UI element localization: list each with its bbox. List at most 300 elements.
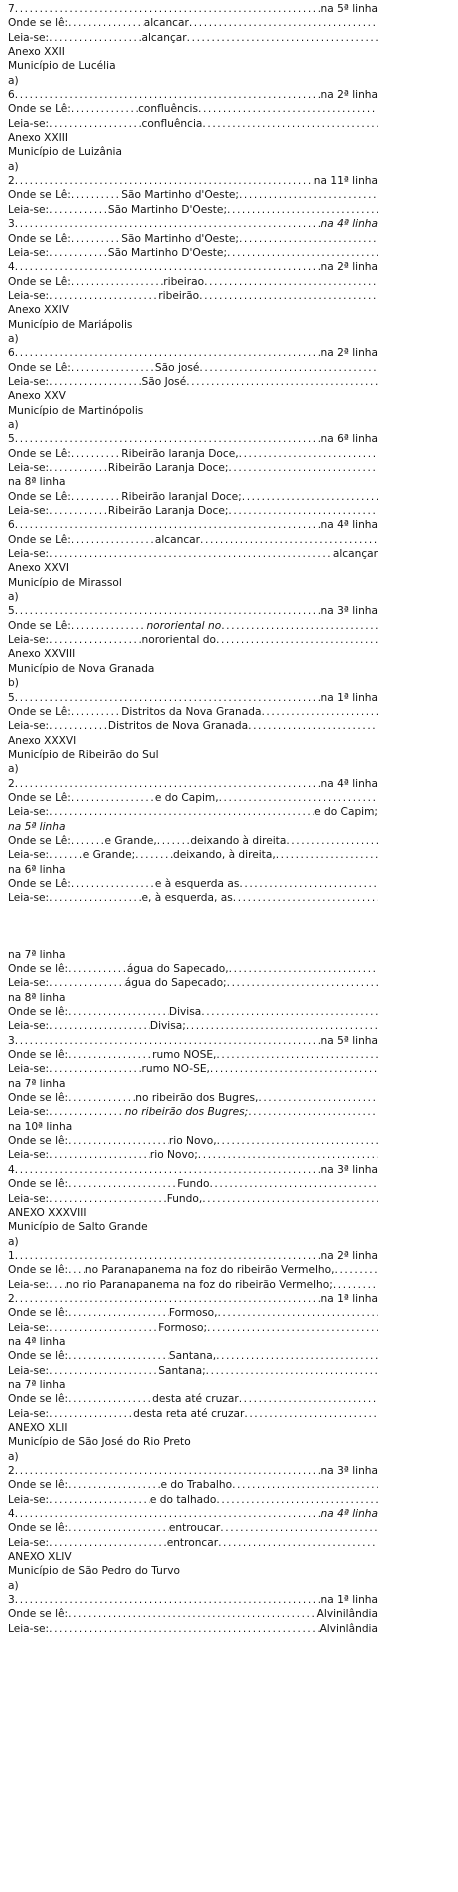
dot-leader bbox=[232, 1478, 378, 1492]
errata-line bbox=[8, 232, 378, 246]
line-location: na 4ª linha bbox=[320, 777, 378, 790]
errata-line bbox=[8, 1062, 378, 1076]
dot-leader bbox=[49, 1364, 158, 1378]
dot-leader bbox=[68, 1005, 169, 1019]
dot-leader bbox=[49, 547, 333, 561]
correction-label: Onde se lê: bbox=[8, 1092, 69, 1105]
dot-leader bbox=[15, 1593, 321, 1607]
errata-line bbox=[8, 891, 378, 905]
correction-value: e à esquerda as bbox=[154, 877, 240, 890]
section-line: Anexo XXV bbox=[8, 390, 66, 403]
dot-leader bbox=[68, 1521, 169, 1535]
correction-value: alcancar bbox=[143, 17, 189, 30]
correction-label: Onde se Lê: bbox=[8, 189, 71, 202]
errata-line bbox=[8, 31, 378, 45]
dot-leader bbox=[239, 877, 378, 891]
subsection-letter: b) bbox=[8, 677, 19, 690]
correction-label: Onde se Lê: bbox=[8, 705, 71, 718]
dot-leader bbox=[68, 16, 144, 30]
correction-value: São Martinho d'Oeste; bbox=[121, 189, 239, 202]
item-number: 2 bbox=[8, 175, 15, 188]
dot-leader bbox=[204, 275, 378, 289]
correction-label: Leia-se: bbox=[8, 246, 50, 259]
correction-value: Distritos da Nova Granada bbox=[121, 705, 262, 718]
correction-label: Onde se lê: bbox=[8, 1006, 69, 1019]
correction-label: Onde se lê: bbox=[8, 1479, 69, 1492]
section-line: na 8ª linha bbox=[8, 476, 66, 489]
errata-line bbox=[8, 834, 378, 848]
dot-leader bbox=[49, 246, 108, 260]
errata-line bbox=[8, 117, 378, 131]
section-line: Município de Salto Grande bbox=[8, 1221, 148, 1234]
item-number: 7 bbox=[8, 3, 15, 15]
correction-value: rumo NOSE, bbox=[152, 1049, 217, 1062]
errata-line bbox=[8, 461, 378, 475]
correction-value: ribeirao bbox=[163, 275, 205, 288]
dot-leader bbox=[258, 1091, 378, 1105]
errata-line bbox=[8, 1493, 378, 1507]
errata-line bbox=[8, 1507, 378, 1521]
errata-line bbox=[8, 174, 378, 188]
dot-leader bbox=[207, 1321, 378, 1335]
item-number: 2 bbox=[8, 1292, 15, 1305]
dot-leader bbox=[49, 203, 108, 217]
correction-label: Leia-se: bbox=[8, 849, 50, 862]
section-line: Município de Martinópolis bbox=[8, 404, 144, 417]
correction-label: Leia-se: bbox=[8, 1278, 50, 1291]
dot-leader bbox=[49, 1493, 150, 1507]
correction-value: no Paranapanema na foz do ribeirão Vermelho, bbox=[84, 1264, 335, 1277]
correction-value: Formoso; bbox=[158, 1321, 208, 1334]
dot-leader bbox=[49, 1622, 319, 1636]
dot-leader bbox=[15, 88, 321, 102]
dot-leader bbox=[49, 805, 314, 819]
item-number: 2 bbox=[8, 1465, 15, 1478]
item-number: 2 bbox=[8, 777, 15, 790]
dot-leader bbox=[49, 31, 141, 45]
section-line: Anexo XXIV bbox=[8, 304, 69, 317]
correction-value: alcançar bbox=[141, 31, 187, 44]
dot-leader bbox=[189, 16, 378, 30]
item-number: 5 bbox=[8, 691, 15, 704]
section-line: na 7ª linha bbox=[8, 1378, 66, 1391]
item-number: 1 bbox=[8, 1249, 15, 1262]
dot-leader bbox=[68, 962, 127, 976]
correction-value: e Grande, bbox=[104, 834, 157, 847]
section-line: Município de Mirassol bbox=[8, 576, 122, 589]
correction-label: Onde se Lê: bbox=[8, 533, 71, 546]
subsection-letter: a) bbox=[8, 591, 19, 604]
dot-leader bbox=[206, 1364, 378, 1378]
dot-leader bbox=[68, 1349, 169, 1363]
dot-leader bbox=[198, 1148, 378, 1162]
errata-line bbox=[8, 2, 378, 16]
errata-line bbox=[8, 1622, 378, 1636]
section-line: na 7ª linha bbox=[8, 948, 66, 961]
errata-line bbox=[8, 791, 378, 805]
section-line: na 6ª linha bbox=[8, 863, 66, 876]
correction-label: Leia-se: bbox=[8, 1364, 50, 1377]
dot-leader bbox=[15, 691, 321, 705]
line-location: na 4ª linha bbox=[320, 1508, 378, 1521]
errata-line bbox=[8, 547, 378, 561]
dot-leader bbox=[49, 1148, 150, 1162]
errata-line bbox=[8, 217, 378, 231]
section-line: Anexo XXIII bbox=[8, 132, 68, 145]
errata-line bbox=[8, 877, 378, 891]
correction-label: Onde se Lê: bbox=[8, 232, 71, 245]
correction-label: Onde se lê: bbox=[8, 1049, 69, 1062]
correction-label: Leia-se: bbox=[8, 289, 50, 302]
line-location: na 1ª linha bbox=[320, 1594, 378, 1607]
line-location: Alvinlândia bbox=[319, 1622, 378, 1635]
errata-line bbox=[8, 777, 378, 791]
section-line: Anexo XXXVI bbox=[8, 734, 77, 747]
correction-value: Ribeirão laranjal Doce; bbox=[121, 490, 242, 503]
errata-line bbox=[8, 1148, 378, 1162]
errata-line bbox=[8, 719, 378, 733]
line-location: na 4ª linha bbox=[320, 218, 378, 231]
dot-leader bbox=[15, 604, 321, 618]
dot-leader bbox=[71, 232, 121, 246]
errata-line bbox=[8, 1177, 378, 1191]
correction-label: Onde se Lê: bbox=[8, 490, 71, 503]
dot-leader bbox=[15, 1292, 321, 1306]
section-line: Município de Mariápolis bbox=[8, 318, 133, 331]
section-line: Anexo XXII bbox=[8, 46, 65, 59]
correction-value: nororiental do bbox=[141, 634, 216, 647]
correction-value: confluência bbox=[141, 117, 203, 130]
errata-line bbox=[8, 1292, 378, 1306]
dot-leader bbox=[216, 633, 378, 647]
correction-value: confluêncis bbox=[138, 103, 198, 116]
correction-label: Leia-se: bbox=[8, 31, 50, 44]
errata-line bbox=[8, 188, 378, 202]
errata-line bbox=[8, 102, 378, 116]
dot-leader bbox=[71, 533, 155, 547]
dot-leader bbox=[157, 834, 191, 848]
errata-line bbox=[8, 805, 378, 819]
errata-document bbox=[8, 0, 378, 1636]
dot-leader bbox=[15, 1507, 321, 1521]
errata-line bbox=[8, 1034, 378, 1048]
dot-leader bbox=[15, 1034, 321, 1048]
correction-label: Onde se lê: bbox=[8, 1135, 69, 1148]
dot-leader bbox=[239, 1392, 378, 1406]
dot-leader bbox=[49, 1062, 141, 1076]
dot-leader bbox=[15, 174, 314, 188]
dot-leader bbox=[216, 1349, 378, 1363]
dot-leader bbox=[216, 1493, 378, 1507]
line-location: na 6ª linha bbox=[320, 433, 378, 446]
subsection-letter: a) bbox=[8, 74, 19, 87]
correction-value: e Grande; bbox=[82, 849, 136, 862]
errata-line bbox=[8, 1607, 378, 1621]
dot-leader bbox=[68, 1177, 177, 1191]
item-number: 3 bbox=[8, 1034, 15, 1047]
correction-value: nororiental no bbox=[146, 619, 222, 632]
errata-line bbox=[8, 246, 378, 260]
dot-leader bbox=[239, 232, 378, 246]
dot-leader bbox=[202, 117, 378, 131]
correction-value: e, à esquerda, as bbox=[141, 892, 233, 905]
correction-label: Onde se Lê: bbox=[8, 834, 71, 847]
dot-leader bbox=[15, 1464, 321, 1478]
dot-leader bbox=[276, 848, 378, 862]
dot-leader bbox=[68, 1306, 169, 1320]
dot-leader bbox=[49, 1407, 133, 1421]
dot-leader bbox=[71, 361, 155, 375]
dot-leader bbox=[186, 375, 378, 389]
correction-label: Onde se Lê: bbox=[8, 103, 71, 116]
errata-line bbox=[8, 1321, 378, 1335]
dot-leader bbox=[68, 1392, 152, 1406]
section-line: Município de Luizânia bbox=[8, 146, 122, 159]
section-line: Município de Ribeirão do Sul bbox=[8, 748, 159, 761]
correction-label: Onde se lê: bbox=[8, 1307, 69, 1320]
item-number: Leia-se: bbox=[8, 1622, 50, 1635]
dot-leader bbox=[198, 102, 378, 116]
correction-label: Onde se lê: bbox=[8, 17, 69, 30]
errata-line bbox=[8, 1464, 378, 1478]
errata-line bbox=[8, 1249, 378, 1263]
correction-value: Divisa bbox=[168, 1006, 202, 1019]
correction-value: São Martinho D'Oeste; bbox=[107, 246, 228, 259]
correction-value: e do Trabalho bbox=[160, 1479, 233, 1492]
errata-line bbox=[8, 260, 378, 274]
dot-leader bbox=[71, 188, 121, 202]
correction-value: ribeirão bbox=[158, 289, 200, 302]
dot-leader bbox=[200, 533, 378, 547]
dot-leader bbox=[68, 1048, 152, 1062]
correction-label: Onde se lê: bbox=[8, 1393, 69, 1406]
dot-leader bbox=[15, 432, 321, 446]
errata-line bbox=[8, 691, 378, 705]
section-line: Município de Lucélia bbox=[8, 60, 116, 73]
correction-label: Onde se Lê: bbox=[8, 877, 71, 890]
correction-value: no ribeirão dos Bugres, bbox=[135, 1092, 259, 1105]
dot-leader bbox=[71, 877, 155, 891]
section-line: Município de São José do Rio Preto bbox=[8, 1436, 191, 1449]
line-location: na 2ª linha bbox=[320, 347, 378, 360]
correction-label: Leia-se: bbox=[8, 1063, 50, 1076]
correction-label: Leia-se: bbox=[8, 1407, 50, 1420]
section-line: Município de Nova Granada bbox=[8, 662, 155, 675]
errata-line bbox=[8, 518, 378, 532]
section-line: na 8ª linha bbox=[8, 991, 66, 1004]
errata-line bbox=[8, 1263, 378, 1277]
item-number: Leia-se: bbox=[8, 806, 50, 819]
correction-label: Onde se lê: bbox=[8, 1350, 69, 1363]
correction-label: Leia-se: bbox=[8, 375, 50, 388]
correction-label: Leia-se: bbox=[8, 1020, 50, 1033]
errata-line bbox=[8, 633, 378, 647]
correction-label: Leia-se: bbox=[8, 505, 50, 518]
section-line: na 10ª linha bbox=[8, 1120, 73, 1133]
correction-label: Onde se lê: bbox=[8, 1522, 69, 1535]
line-location: na 5ª linha bbox=[320, 3, 378, 15]
dot-leader bbox=[49, 1192, 167, 1206]
dot-leader bbox=[242, 490, 378, 504]
correction-value: Formoso, bbox=[168, 1307, 218, 1320]
correction-value: e do Capim, bbox=[154, 791, 219, 804]
dot-leader bbox=[228, 504, 378, 518]
correction-label: Leia-se: bbox=[8, 1536, 50, 1549]
dot-leader bbox=[49, 1321, 158, 1335]
errata-line bbox=[8, 848, 378, 862]
section-line: ANEXO XXXVIII bbox=[8, 1206, 87, 1219]
correction-label: Leia-se: bbox=[8, 203, 50, 216]
correction-value: deixando, à direita, bbox=[172, 849, 276, 862]
line-location: Alvinilândia bbox=[316, 1608, 378, 1621]
item-number: 6 bbox=[8, 89, 15, 102]
correction-label: Onde se lê: bbox=[8, 963, 69, 975]
correction-value: Ribeirão Laranja Doce; bbox=[107, 462, 229, 474]
dot-leader bbox=[49, 461, 108, 475]
dot-leader bbox=[135, 848, 173, 862]
dot-leader bbox=[219, 791, 378, 805]
item-number: 6 bbox=[8, 347, 15, 360]
item-number: 6 bbox=[8, 519, 15, 532]
correction-label: Leia-se: bbox=[8, 117, 50, 130]
errata-line bbox=[8, 504, 378, 518]
dot-leader bbox=[15, 777, 321, 791]
dot-leader bbox=[210, 1062, 378, 1076]
dot-leader bbox=[227, 203, 378, 217]
item-number: 4 bbox=[8, 1508, 15, 1521]
dot-leader bbox=[71, 102, 138, 116]
correction-value: e do talhado bbox=[149, 1493, 217, 1506]
correction-label: Onde se Lê: bbox=[8, 791, 71, 804]
dot-leader bbox=[49, 117, 141, 131]
dot-leader bbox=[248, 719, 378, 733]
errata-line bbox=[8, 1091, 378, 1105]
errata-line bbox=[8, 1306, 378, 1320]
item-number: Onde se lê: bbox=[8, 1608, 69, 1621]
dot-leader bbox=[227, 976, 378, 990]
correction-label: Onde se Lê: bbox=[8, 275, 71, 288]
correction-label: Leia-se: bbox=[8, 977, 50, 990]
errata-line bbox=[8, 1392, 378, 1406]
errata-line bbox=[8, 203, 378, 217]
section-line: Município de São Pedro do Turvo bbox=[8, 1565, 180, 1578]
dot-leader bbox=[187, 31, 378, 45]
dot-leader bbox=[199, 289, 378, 303]
correction-value: rio Novo, bbox=[168, 1135, 217, 1148]
dot-leader bbox=[68, 1134, 169, 1148]
correction-value: desta até cruzar bbox=[152, 1393, 239, 1406]
correction-value: no rio Paranapanema na foz do ribeirão Vermelho; bbox=[65, 1278, 333, 1291]
dot-leader bbox=[261, 705, 378, 719]
correction-value: São josé bbox=[154, 361, 200, 374]
dot-leader bbox=[216, 1048, 378, 1062]
dot-leader bbox=[228, 461, 378, 475]
errata-line bbox=[8, 1048, 378, 1062]
errata-line bbox=[8, 604, 378, 618]
item-number: 4 bbox=[8, 261, 15, 274]
correction-value: deixando à direita bbox=[190, 834, 287, 847]
dot-leader bbox=[239, 188, 378, 202]
dot-leader bbox=[186, 1019, 378, 1033]
section-line: na 4ª linha bbox=[8, 1335, 66, 1348]
dot-leader bbox=[71, 705, 121, 719]
correction-value: São Martinho D'Oeste; bbox=[107, 203, 228, 216]
correction-value: Santana; bbox=[158, 1364, 206, 1377]
errata-line bbox=[8, 490, 378, 504]
errata-line bbox=[8, 1407, 378, 1421]
errata-line bbox=[8, 88, 378, 102]
correction-label: Leia-se: bbox=[8, 1493, 50, 1506]
dot-leader bbox=[239, 447, 378, 461]
errata-line bbox=[8, 976, 378, 990]
errata-line bbox=[8, 16, 378, 30]
subsection-letter: a) bbox=[8, 332, 19, 345]
errata-line bbox=[8, 1105, 378, 1119]
dot-leader bbox=[15, 260, 321, 274]
errata-line bbox=[8, 375, 378, 389]
correction-label: Onde se lê: bbox=[8, 1178, 69, 1191]
dot-leader bbox=[71, 619, 147, 633]
dot-leader bbox=[49, 375, 141, 389]
errata-line bbox=[8, 1278, 378, 1292]
dot-leader bbox=[71, 834, 105, 848]
correction-value: Distritos de Nova Granada bbox=[107, 720, 249, 733]
dot-leader bbox=[71, 447, 121, 461]
section-line: Anexo XXVI bbox=[8, 562, 69, 575]
errata-line bbox=[8, 1536, 378, 1550]
subsection-letter: a) bbox=[8, 1450, 19, 1463]
line-location: na 3ª linha bbox=[320, 1465, 378, 1478]
errata-line bbox=[8, 1349, 378, 1363]
dot-leader bbox=[15, 1249, 321, 1263]
blank-space bbox=[8, 906, 378, 948]
errata-line bbox=[8, 1521, 378, 1535]
errata-line bbox=[8, 432, 378, 446]
dot-leader bbox=[68, 1091, 135, 1105]
section-line: na 5ª linha bbox=[8, 820, 66, 833]
dot-leader bbox=[15, 217, 321, 231]
errata-line bbox=[8, 1134, 378, 1148]
correction-value: desta reta até cruzar bbox=[133, 1407, 245, 1420]
item-number: 4 bbox=[8, 1163, 15, 1176]
section-line: ANEXO XLII bbox=[8, 1422, 68, 1434]
subsection-letter: a) bbox=[8, 1579, 19, 1592]
dot-leader bbox=[218, 1536, 378, 1550]
dot-leader bbox=[15, 346, 321, 360]
correction-value: no ribeirão dos Bugres; bbox=[124, 1106, 249, 1119]
errata-line bbox=[8, 1163, 378, 1177]
dot-leader bbox=[49, 504, 108, 518]
dot-leader bbox=[15, 2, 321, 16]
line-location: na 3ª linha bbox=[320, 605, 378, 618]
dot-leader bbox=[229, 962, 378, 976]
correction-label: Leia-se: bbox=[8, 720, 50, 733]
errata-line bbox=[8, 1478, 378, 1492]
dot-leader bbox=[220, 1521, 378, 1535]
dot-leader bbox=[49, 633, 141, 647]
dot-leader bbox=[217, 1306, 378, 1320]
line-location: na 4ª linha bbox=[320, 519, 378, 532]
line-location: na 2ª linha bbox=[320, 1249, 378, 1262]
errata-line bbox=[8, 1019, 378, 1033]
dot-leader bbox=[233, 891, 378, 905]
correction-value: Fundo, bbox=[166, 1192, 203, 1205]
dot-leader bbox=[333, 1278, 378, 1292]
line-location: na 11ª linha bbox=[313, 175, 378, 188]
correction-value: São José bbox=[141, 375, 187, 388]
dot-leader bbox=[49, 1019, 150, 1033]
dot-leader bbox=[49, 1536, 167, 1550]
